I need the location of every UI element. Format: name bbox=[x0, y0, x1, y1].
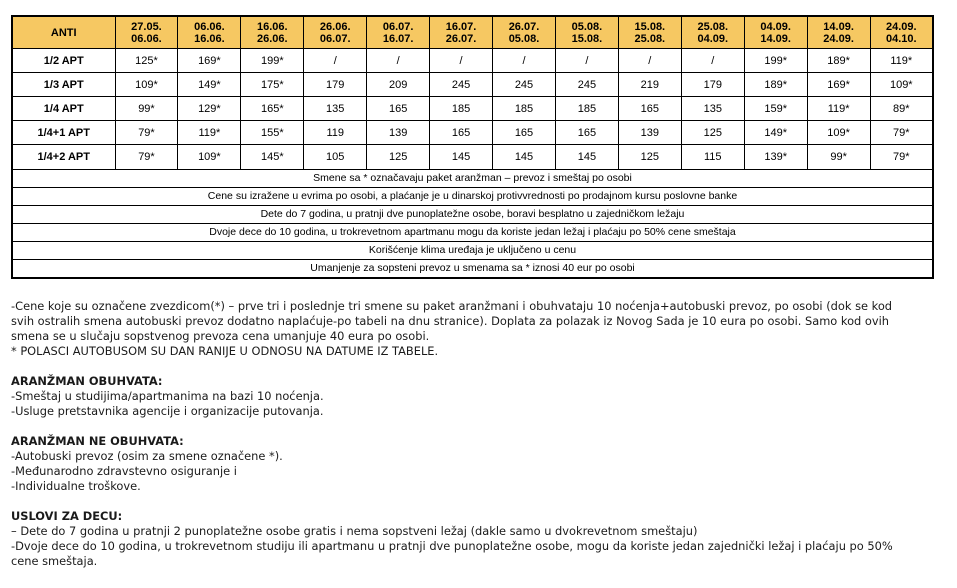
table-row bbox=[12, 145, 933, 169]
price-cell: 125* bbox=[115, 49, 178, 73]
price-cell: 79* bbox=[870, 121, 933, 145]
price-cell: / bbox=[304, 49, 367, 73]
price-cell: 145 bbox=[493, 145, 556, 169]
period-header: 24.09. 04.10. bbox=[870, 16, 933, 49]
price-cell: 159* bbox=[744, 97, 807, 121]
price-cell: 79* bbox=[870, 145, 933, 169]
price-cell: 99* bbox=[115, 97, 178, 121]
price-cell: / bbox=[493, 49, 556, 73]
price-cell: 145* bbox=[241, 145, 304, 169]
period-header: 16.06. 26.06. bbox=[241, 16, 304, 49]
price-cell: 119* bbox=[178, 121, 241, 145]
included-heading: ARANŽMAN OBUHVATA: bbox=[11, 374, 163, 388]
table-note: Umanjenje za sopsteni prevoz u smenama sa * iznosi 40 eur po osobi bbox=[12, 259, 933, 278]
period-header: 15.08. 25.08. bbox=[618, 16, 681, 49]
price-cell: 179 bbox=[681, 73, 744, 97]
table-note: Korišćenje klima uređaja je uključeno u cenu bbox=[12, 241, 933, 259]
price-cell: 245 bbox=[430, 73, 493, 97]
price-cell: 149* bbox=[178, 73, 241, 97]
price-table bbox=[11, 15, 934, 279]
row-label: 1/4 APT bbox=[12, 97, 115, 121]
table-row bbox=[12, 49, 933, 73]
price-cell: 109* bbox=[870, 73, 933, 97]
period-header: 26.06. 06.07. bbox=[304, 16, 367, 49]
intro-line: -Cene koje su označene zvezdicom(*) – prve tri i poslednje tri smene su paket aranžmani i obuhvataju 10 noćenja+autobuski prevoz, po osobi (dok se kod bbox=[11, 299, 893, 313]
price-cell: 179 bbox=[304, 73, 367, 97]
table-note: Dete do 7 godina, u pratnji dve punoplatežne osobe, boravi besplatno u zajedničkom ležaju bbox=[12, 205, 933, 223]
price-cell: 79* bbox=[115, 121, 178, 145]
terms-text bbox=[11, 299, 941, 569]
row-label: 1/2 APT bbox=[12, 49, 115, 73]
children-heading: USLOVI ZA DECU: bbox=[11, 509, 123, 523]
price-cell: 119* bbox=[870, 49, 933, 73]
price-cell: 165 bbox=[555, 121, 618, 145]
table-row bbox=[12, 73, 933, 97]
price-cell: 125 bbox=[618, 145, 681, 169]
period-header: 05.08. 15.08. bbox=[555, 16, 618, 49]
price-cell: 185 bbox=[493, 97, 556, 121]
price-cell: 109* bbox=[115, 73, 178, 97]
price-cell: 245 bbox=[493, 73, 556, 97]
price-cell: 155* bbox=[241, 121, 304, 145]
period-header: 06.06. 16.06. bbox=[178, 16, 241, 49]
table-header-row bbox=[12, 16, 933, 49]
price-cell: 139* bbox=[744, 145, 807, 169]
price-cell: 135 bbox=[304, 97, 367, 121]
table-note: Dvoje dece do 10 godina, u trokrevetnom apartmanu mogu da koriste jedan ležaj i plaćaju po 50% cene smeštaja bbox=[12, 223, 933, 241]
table-note: Cene su izražene u evrima po osobi, a plaćanje je u dinarskoj protivvrednosti po prodajnom kursu poslovne banke bbox=[12, 187, 933, 205]
price-cell: 99* bbox=[807, 145, 870, 169]
price-cell: 149* bbox=[744, 121, 807, 145]
price-cell: 125 bbox=[681, 121, 744, 145]
table-row bbox=[12, 97, 933, 121]
price-cell: 89* bbox=[870, 97, 933, 121]
period-header: 16.07. 26.07. bbox=[430, 16, 493, 49]
row-label: 1/4+1 APT bbox=[12, 121, 115, 145]
price-cell: 165 bbox=[493, 121, 556, 145]
table-note-row bbox=[12, 187, 933, 205]
intro-line: * POLASCI AUTOBUSOM SU DAN RANIJE U ODNOSU NA DATUME IZ TABELE. bbox=[11, 344, 439, 358]
price-cell: 79* bbox=[115, 145, 178, 169]
price-cell: 139 bbox=[367, 121, 430, 145]
price-cell: 185 bbox=[430, 97, 493, 121]
price-cell: 199* bbox=[744, 49, 807, 73]
price-cell: 185 bbox=[555, 97, 618, 121]
period-header: 26.07. 05.08. bbox=[493, 16, 556, 49]
price-cell: / bbox=[555, 49, 618, 73]
corner-cell: ANTI bbox=[12, 16, 115, 49]
excluded-item: -Individualne troškove. bbox=[11, 479, 141, 493]
price-cell: 115 bbox=[681, 145, 744, 169]
price-cell: 175* bbox=[241, 73, 304, 97]
price-cell: 165 bbox=[367, 97, 430, 121]
excluded-heading: ARANŽMAN NE OBUHVATA: bbox=[11, 434, 184, 448]
price-cell: 105 bbox=[304, 145, 367, 169]
table-note-row bbox=[12, 241, 933, 259]
price-cell: 189* bbox=[807, 49, 870, 73]
price-cell: / bbox=[367, 49, 430, 73]
period-header: 04.09. 14.09. bbox=[744, 16, 807, 49]
price-cell: 145 bbox=[555, 145, 618, 169]
table-note-row bbox=[12, 223, 933, 241]
price-cell: 125 bbox=[367, 145, 430, 169]
price-cell: 129* bbox=[178, 97, 241, 121]
price-cell: 209 bbox=[367, 73, 430, 97]
price-cell: 165* bbox=[241, 97, 304, 121]
table-note-row bbox=[12, 259, 933, 278]
children-item: cene smeštaja. bbox=[11, 554, 98, 568]
intro-line: smena se u slučaju sopstvenog prevoza cena umanjuje 40 eura po osobi. bbox=[11, 329, 430, 343]
table-note-row bbox=[12, 169, 933, 187]
excluded-item: -Autobuski prevoz (osim za smene označene *). bbox=[11, 449, 283, 463]
price-cell: 119 bbox=[304, 121, 367, 145]
table-note: Smene sa * označavaju paket aranžman – prevoz i smeštaj po osobi bbox=[12, 169, 933, 187]
price-cell: / bbox=[618, 49, 681, 73]
included-item: -Usluge pretstavnika agencije i organizacije putovanja. bbox=[11, 404, 324, 418]
included-item: -Smeštaj u studijima/apartmanima na bazi 10 noćenja. bbox=[11, 389, 324, 403]
children-item: -Dvoje dece do 10 godina, u trokrevetnom studiju ili apartmanu u pratnji dve punoplatežne osobe, mogu da koriste jedan zajednički ležaj i plaćaju po 50% bbox=[11, 539, 893, 553]
period-header: 25.08. 04.09. bbox=[681, 16, 744, 49]
price-cell: / bbox=[681, 49, 744, 73]
price-cell: 165 bbox=[618, 97, 681, 121]
period-header: 27.05. 06.06. bbox=[115, 16, 178, 49]
price-cell: 135 bbox=[681, 97, 744, 121]
price-cell: 245 bbox=[555, 73, 618, 97]
period-header: 06.07. 16.07. bbox=[367, 16, 430, 49]
price-cell: 169* bbox=[807, 73, 870, 97]
price-cell: 169* bbox=[178, 49, 241, 73]
price-cell: 219 bbox=[618, 73, 681, 97]
children-item: – Dete do 7 godina u pratnji 2 punoplatežne osobe gratis i nema sopstveni ležaj (dakle samo u dvokrevetnom smeštaju) bbox=[11, 524, 698, 538]
price-cell: 109* bbox=[178, 145, 241, 169]
intro-line: svih ostralih smena autobuski prevoz dodatno naplaćuje-po tabeli na dnu stranice). Doplata za polazak iz Novog Sada je 10 eura po osobi. Samo kod ovih bbox=[11, 314, 890, 328]
price-cell: 109* bbox=[807, 121, 870, 145]
period-header: 14.09. 24.09. bbox=[807, 16, 870, 49]
price-cell: 119* bbox=[807, 97, 870, 121]
price-cell: 189* bbox=[744, 73, 807, 97]
table-note-row bbox=[12, 205, 933, 223]
price-cell: 145 bbox=[430, 145, 493, 169]
row-label: 1/3 APT bbox=[12, 73, 115, 97]
row-label: 1/4+2 APT bbox=[12, 145, 115, 169]
price-cell: / bbox=[430, 49, 493, 73]
price-cell: 139 bbox=[618, 121, 681, 145]
price-cell: 199* bbox=[241, 49, 304, 73]
table-row bbox=[12, 121, 933, 145]
excluded-item: -Međunarodno zdravstevno osiguranje i bbox=[11, 464, 237, 478]
price-cell: 165 bbox=[430, 121, 493, 145]
